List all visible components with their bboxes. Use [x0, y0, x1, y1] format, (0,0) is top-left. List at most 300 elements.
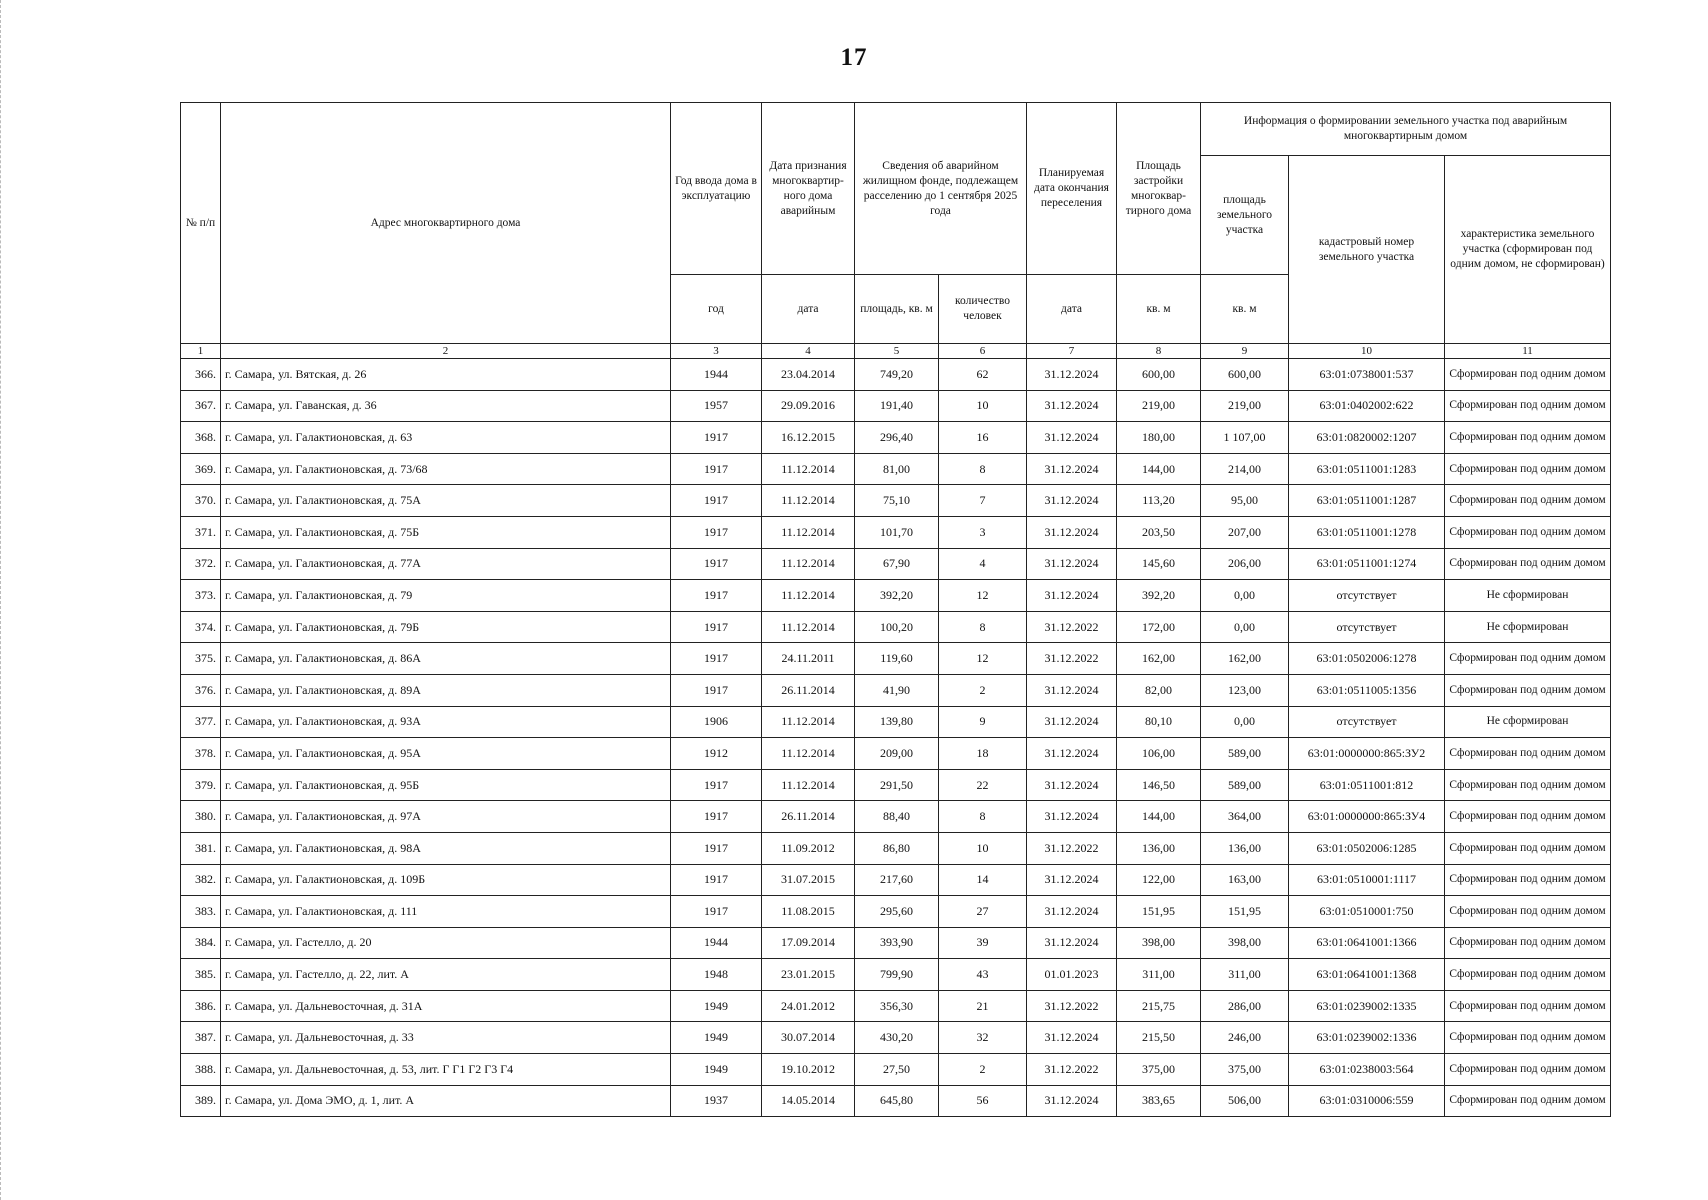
cell-planned-date: 31.12.2024	[1027, 548, 1117, 580]
cell-address: г. Самара, ул. Галактионовская, д. 109Б	[221, 864, 671, 896]
cell-year-built: 1917	[671, 611, 762, 643]
cell-cadastral-number: 63:01:0511001:1287	[1289, 485, 1445, 517]
cell-planned-date: 31.12.2022	[1027, 1054, 1117, 1086]
cell-row-number: 389.	[181, 1085, 221, 1117]
cell-cadastral-number: 63:01:0502006:1285	[1289, 832, 1445, 864]
cell-fund-area: 217,60	[855, 864, 939, 896]
cell-row-number: 368.	[181, 422, 221, 454]
cell-recognition-date: 11.12.2014	[762, 769, 855, 801]
unit-area: площадь, кв. м	[855, 275, 939, 344]
cell-year-built: 1917	[671, 801, 762, 833]
cell-planned-date: 31.12.2022	[1027, 611, 1117, 643]
cell-land-area: 0,00	[1201, 706, 1289, 738]
table-row	[181, 896, 1611, 928]
page-number: 17	[840, 44, 868, 71]
cell-built-area: 136,00	[1117, 832, 1201, 864]
cell-residents-count: 2	[939, 1054, 1027, 1086]
cell-land-characteristic: Сформирован под одним домом	[1445, 990, 1611, 1022]
cell-address: г. Самара, ул. Галактионовская, д. 97А	[221, 801, 671, 833]
cell-land-characteristic: Сформирован под одним домом	[1445, 674, 1611, 706]
cell-planned-date: 31.12.2024	[1027, 453, 1117, 485]
cell-address: г. Самара, ул. Галактионовская, д. 75Б	[221, 516, 671, 548]
cell-row-number: 373.	[181, 580, 221, 612]
cell-fund-area: 430,20	[855, 1022, 939, 1054]
cell-row-number: 381.	[181, 832, 221, 864]
cell-cadastral-number: 63:01:0511001:1278	[1289, 516, 1445, 548]
cell-built-area: 172,00	[1117, 611, 1201, 643]
column-numbers-row	[181, 344, 1611, 359]
cell-recognition-date: 26.11.2014	[762, 674, 855, 706]
header-recognition-date: Дата признания многоквартир-ного дома аварийным	[762, 103, 855, 275]
cell-recognition-date: 26.11.2014	[762, 801, 855, 833]
cell-address: г. Самара, ул. Галактионовская, д. 75А	[221, 485, 671, 517]
cell-cadastral-number: 63:01:0641001:1368	[1289, 959, 1445, 991]
cell-row-number: 376.	[181, 674, 221, 706]
header-land-area: площадь земельного участка	[1201, 156, 1289, 275]
table-row	[181, 801, 1611, 833]
table-row	[181, 359, 1611, 391]
cell-land-characteristic: Не сформирован	[1445, 580, 1611, 612]
cell-residents-count: 8	[939, 611, 1027, 643]
header-characteristic: характеристика земельного участка (сформирован под одним домом, не сформирован)	[1445, 156, 1611, 344]
column-number: 5	[855, 344, 939, 359]
cell-residents-count: 14	[939, 864, 1027, 896]
cell-fund-area: 81,00	[855, 453, 939, 485]
scan-edge-line	[0, 0, 2, 1200]
cell-row-number: 388.	[181, 1054, 221, 1086]
cell-built-area: 180,00	[1117, 422, 1201, 454]
cell-year-built: 1917	[671, 580, 762, 612]
cell-fund-area: 799,90	[855, 959, 939, 991]
cell-built-area: 398,00	[1117, 927, 1201, 959]
cell-cadastral-number: 63:01:0511001:1274	[1289, 548, 1445, 580]
cell-land-area: 506,00	[1201, 1085, 1289, 1117]
cell-year-built: 1944	[671, 927, 762, 959]
cell-planned-date: 31.12.2024	[1027, 516, 1117, 548]
cell-address: г. Самара, ул. Галактионовская, д. 95Б	[221, 769, 671, 801]
table-row	[181, 1085, 1611, 1117]
cell-fund-area: 356,30	[855, 990, 939, 1022]
cell-land-area: 364,00	[1201, 801, 1289, 833]
cell-fund-area: 393,90	[855, 927, 939, 959]
cell-planned-date: 31.12.2024	[1027, 864, 1117, 896]
cell-fund-area: 645,80	[855, 1085, 939, 1117]
cell-land-area: 286,00	[1201, 990, 1289, 1022]
cell-year-built: 1906	[671, 706, 762, 738]
cell-land-area: 123,00	[1201, 674, 1289, 706]
cell-residents-count: 62	[939, 359, 1027, 391]
cell-address: г. Самара, ул. Галактионовская, д. 77А	[221, 548, 671, 580]
cell-land-area: 206,00	[1201, 548, 1289, 580]
cell-land-area: 0,00	[1201, 580, 1289, 612]
cell-land-area: 207,00	[1201, 516, 1289, 548]
cell-row-number: 383.	[181, 896, 221, 928]
cell-recognition-date: 11.12.2014	[762, 453, 855, 485]
cell-cadastral-number: 63:01:0239002:1335	[1289, 990, 1445, 1022]
table-row	[181, 611, 1611, 643]
cell-planned-date: 31.12.2024	[1027, 485, 1117, 517]
table-row	[181, 706, 1611, 738]
header-num: № п/п	[181, 103, 221, 344]
cell-cadastral-number: 63:01:0238003:564	[1289, 1054, 1445, 1086]
unit-year: год	[671, 275, 762, 344]
cell-planned-date: 31.12.2024	[1027, 706, 1117, 738]
cell-recognition-date: 23.01.2015	[762, 959, 855, 991]
cell-built-area: 106,00	[1117, 738, 1201, 770]
cell-cadastral-number: 63:01:0510001:1117	[1289, 864, 1445, 896]
cell-residents-count: 8	[939, 453, 1027, 485]
cell-residents-count: 18	[939, 738, 1027, 770]
cell-recognition-date: 11.08.2015	[762, 896, 855, 928]
column-number: 6	[939, 344, 1027, 359]
cell-row-number: 385.	[181, 959, 221, 991]
cell-residents-count: 2	[939, 674, 1027, 706]
cell-fund-area: 392,20	[855, 580, 939, 612]
cell-address: г. Самара, ул. Галактионовская, д. 111	[221, 896, 671, 928]
cell-residents-count: 8	[939, 801, 1027, 833]
column-number: 7	[1027, 344, 1117, 359]
cell-recognition-date: 14.05.2014	[762, 1085, 855, 1117]
cell-address: г. Самара, ул. Галактионовская, д. 79	[221, 580, 671, 612]
header-land-info: Информация о формировании земельного участка под аварийным многоквартирным домом	[1201, 103, 1611, 156]
cell-planned-date: 31.12.2024	[1027, 1085, 1117, 1117]
cell-recognition-date: 11.12.2014	[762, 611, 855, 643]
column-number: 1	[181, 344, 221, 359]
cell-land-area: 0,00	[1201, 611, 1289, 643]
cell-year-built: 1917	[671, 548, 762, 580]
cell-built-area: 203,50	[1117, 516, 1201, 548]
cell-cadastral-number: 63:01:0502006:1278	[1289, 643, 1445, 675]
cell-residents-count: 9	[939, 706, 1027, 738]
cell-address: г. Самара, ул. Гастелло, д. 20	[221, 927, 671, 959]
cell-recognition-date: 24.11.2011	[762, 643, 855, 675]
cell-land-characteristic: Сформирован под одним домом	[1445, 643, 1611, 675]
cell-row-number: 370.	[181, 485, 221, 517]
cell-row-number: 380.	[181, 801, 221, 833]
cell-year-built: 1917	[671, 896, 762, 928]
cell-land-area: 600,00	[1201, 359, 1289, 391]
cell-fund-area: 191,40	[855, 390, 939, 422]
cell-cadastral-number: отсутствует	[1289, 580, 1445, 612]
cell-row-number: 377.	[181, 706, 221, 738]
table-row	[181, 674, 1611, 706]
cell-land-characteristic: Сформирован под одним домом	[1445, 548, 1611, 580]
cell-land-area: 163,00	[1201, 864, 1289, 896]
cell-cadastral-number: 63:01:0239002:1336	[1289, 1022, 1445, 1054]
cell-residents-count: 43	[939, 959, 1027, 991]
cell-residents-count: 32	[939, 1022, 1027, 1054]
cell-address: г. Самара, ул. Дома ЭМО, д. 1, лит. А	[221, 1085, 671, 1117]
cell-fund-area: 101,70	[855, 516, 939, 548]
table-row	[181, 516, 1611, 548]
cell-year-built: 1917	[671, 643, 762, 675]
cell-residents-count: 10	[939, 832, 1027, 864]
cell-fund-area: 295,60	[855, 896, 939, 928]
cell-built-area: 375,00	[1117, 1054, 1201, 1086]
cell-address: г. Самара, ул. Вятская, д. 26	[221, 359, 671, 391]
unit-people: количество человек	[939, 275, 1027, 344]
cell-address: г. Самара, ул. Гастелло, д. 22, лит. А	[221, 959, 671, 991]
cell-built-area: 113,20	[1117, 485, 1201, 517]
cell-address: г. Самара, ул. Галактионовская, д. 89А	[221, 674, 671, 706]
cell-year-built: 1917	[671, 674, 762, 706]
cell-fund-area: 749,20	[855, 359, 939, 391]
cell-recognition-date: 24.01.2012	[762, 990, 855, 1022]
cell-address: г. Самара, ул. Галактионовская, д. 98А	[221, 832, 671, 864]
cell-cadastral-number: 63:01:0000000:865:ЗУ2	[1289, 738, 1445, 770]
cell-planned-date: 31.12.2024	[1027, 738, 1117, 770]
cell-land-characteristic: Сформирован под одним домом	[1445, 453, 1611, 485]
cell-planned-date: 31.12.2024	[1027, 580, 1117, 612]
cell-land-characteristic: Сформирован под одним домом	[1445, 485, 1611, 517]
cell-cadastral-number: 63:01:0511005:1356	[1289, 674, 1445, 706]
cell-year-built: 1948	[671, 959, 762, 991]
cell-planned-date: 31.12.2022	[1027, 643, 1117, 675]
cell-fund-area: 86,80	[855, 832, 939, 864]
unit-planned-date: дата	[1027, 275, 1117, 344]
cell-row-number: 369.	[181, 453, 221, 485]
cell-recognition-date: 11.12.2014	[762, 706, 855, 738]
cell-residents-count: 39	[939, 927, 1027, 959]
cell-year-built: 1949	[671, 1022, 762, 1054]
cell-land-characteristic: Сформирован под одним домом	[1445, 738, 1611, 770]
cell-year-built: 1949	[671, 990, 762, 1022]
cell-planned-date: 31.12.2024	[1027, 896, 1117, 928]
cell-row-number: 367.	[181, 390, 221, 422]
column-number: 4	[762, 344, 855, 359]
unit-land-sqm: кв. м	[1201, 275, 1289, 344]
cell-cadastral-number: 63:01:0310006:559	[1289, 1085, 1445, 1117]
cell-fund-area: 296,40	[855, 422, 939, 454]
cell-cadastral-number: 63:01:0402002:622	[1289, 390, 1445, 422]
column-number: 9	[1201, 344, 1289, 359]
cell-built-area: 144,00	[1117, 453, 1201, 485]
header-fund-info: Сведения об аварийном жилищном фонде, подлежащем расселению до 1 сентября 2025 года	[855, 103, 1027, 275]
cell-year-built: 1917	[671, 769, 762, 801]
cell-cadastral-number: 63:01:0738001:537	[1289, 359, 1445, 391]
cell-land-characteristic: Сформирован под одним домом	[1445, 769, 1611, 801]
cell-residents-count: 4	[939, 548, 1027, 580]
cell-built-area: 215,50	[1117, 1022, 1201, 1054]
cell-residents-count: 27	[939, 896, 1027, 928]
cell-land-characteristic: Сформирован под одним домом	[1445, 359, 1611, 391]
cell-year-built: 1957	[671, 390, 762, 422]
cell-built-area: 215,75	[1117, 990, 1201, 1022]
cell-recognition-date: 11.12.2014	[762, 548, 855, 580]
cell-residents-count: 7	[939, 485, 1027, 517]
cell-fund-area: 75,10	[855, 485, 939, 517]
cell-land-area: 375,00	[1201, 1054, 1289, 1086]
cell-land-area: 219,00	[1201, 390, 1289, 422]
cell-recognition-date: 29.09.2016	[762, 390, 855, 422]
cell-address: г. Самара, ул. Дальневосточная, д. 53, лит. Г Г1 Г2 Г3 Г4	[221, 1054, 671, 1086]
cell-built-area: 219,00	[1117, 390, 1201, 422]
cell-built-area: 144,00	[1117, 801, 1201, 833]
cell-land-area: 246,00	[1201, 1022, 1289, 1054]
cell-planned-date: 31.12.2024	[1027, 674, 1117, 706]
cell-land-area: 151,95	[1201, 896, 1289, 928]
cell-land-area: 589,00	[1201, 738, 1289, 770]
table-row	[181, 643, 1611, 675]
cell-cadastral-number: 63:01:0820002:1207	[1289, 422, 1445, 454]
cell-fund-area: 291,50	[855, 769, 939, 801]
cell-address: г. Самара, ул. Галактионовская, д. 63	[221, 422, 671, 454]
cell-recognition-date: 30.07.2014	[762, 1022, 855, 1054]
cell-fund-area: 209,00	[855, 738, 939, 770]
cell-land-characteristic: Сформирован под одним домом	[1445, 896, 1611, 928]
cell-cadastral-number: 63:01:0641001:1366	[1289, 927, 1445, 959]
cell-row-number: 386.	[181, 990, 221, 1022]
cell-residents-count: 12	[939, 643, 1027, 675]
cell-recognition-date: 11.09.2012	[762, 832, 855, 864]
cell-row-number: 387.	[181, 1022, 221, 1054]
cell-cadastral-number: 63:01:0511001:1283	[1289, 453, 1445, 485]
cell-built-area: 145,60	[1117, 548, 1201, 580]
cell-recognition-date: 11.12.2014	[762, 738, 855, 770]
cell-fund-area: 27,50	[855, 1054, 939, 1086]
cell-land-area: 95,00	[1201, 485, 1289, 517]
cell-built-area: 82,00	[1117, 674, 1201, 706]
table-row	[181, 959, 1611, 991]
cell-residents-count: 21	[939, 990, 1027, 1022]
table-body	[181, 359, 1611, 1117]
cell-row-number: 375.	[181, 643, 221, 675]
cell-built-area: 151,95	[1117, 896, 1201, 928]
cell-residents-count: 16	[939, 422, 1027, 454]
column-number: 11	[1445, 344, 1611, 359]
cell-year-built: 1917	[671, 832, 762, 864]
cell-fund-area: 100,20	[855, 611, 939, 643]
cell-land-area: 311,00	[1201, 959, 1289, 991]
cell-land-area: 589,00	[1201, 769, 1289, 801]
cell-recognition-date: 11.12.2014	[762, 516, 855, 548]
cell-land-area: 398,00	[1201, 927, 1289, 959]
cell-built-area: 600,00	[1117, 359, 1201, 391]
cell-recognition-date: 31.07.2015	[762, 864, 855, 896]
table-row	[181, 832, 1611, 864]
cell-year-built: 1917	[671, 422, 762, 454]
cell-land-characteristic: Сформирован под одним домом	[1445, 801, 1611, 833]
table-row	[181, 548, 1611, 580]
cell-land-characteristic: Сформирован под одним домом	[1445, 1085, 1611, 1117]
cell-row-number: 371.	[181, 516, 221, 548]
cell-recognition-date: 19.10.2012	[762, 1054, 855, 1086]
cell-fund-area: 41,90	[855, 674, 939, 706]
header-cadastral: кадастровый номер земельного участка	[1289, 156, 1445, 344]
table-row	[181, 390, 1611, 422]
cell-address: г. Самара, ул. Галактионовская, д. 95А	[221, 738, 671, 770]
cell-address: г. Самара, ул. Гаванская, д. 36	[221, 390, 671, 422]
cell-recognition-date: 11.12.2014	[762, 485, 855, 517]
cell-land-characteristic: Сформирован под одним домом	[1445, 1022, 1611, 1054]
cell-recognition-date: 16.12.2015	[762, 422, 855, 454]
cell-row-number: 378.	[181, 738, 221, 770]
cell-land-area: 136,00	[1201, 832, 1289, 864]
cell-row-number: 379.	[181, 769, 221, 801]
cell-address: г. Самара, ул. Дальневосточная, д. 31А	[221, 990, 671, 1022]
cell-residents-count: 56	[939, 1085, 1027, 1117]
cell-address: г. Самара, ул. Галактионовская, д. 93А	[221, 706, 671, 738]
header-planned-date: Планируемая дата окончания переселения	[1027, 103, 1117, 275]
column-number: 3	[671, 344, 762, 359]
cell-land-characteristic: Сформирован под одним домом	[1445, 1054, 1611, 1086]
cell-year-built: 1949	[671, 1054, 762, 1086]
cell-land-characteristic: Сформирован под одним домом	[1445, 832, 1611, 864]
cell-year-built: 1917	[671, 864, 762, 896]
column-number: 2	[221, 344, 671, 359]
cell-planned-date: 01.01.2023	[1027, 959, 1117, 991]
cell-planned-date: 31.12.2024	[1027, 422, 1117, 454]
header-year: Год ввода дома в эксплуатацию	[671, 103, 762, 275]
cell-built-area: 80,10	[1117, 706, 1201, 738]
cell-fund-area: 119,60	[855, 643, 939, 675]
cell-planned-date: 31.12.2022	[1027, 832, 1117, 864]
cell-address: г. Самара, ул. Галактионовская, д. 86А	[221, 643, 671, 675]
cell-fund-area: 67,90	[855, 548, 939, 580]
cell-land-characteristic: Сформирован под одним домом	[1445, 959, 1611, 991]
cell-land-characteristic: Не сформирован	[1445, 706, 1611, 738]
cell-cadastral-number: 63:01:0510001:750	[1289, 896, 1445, 928]
cell-cadastral-number: 63:01:0000000:865:ЗУ4	[1289, 801, 1445, 833]
cell-row-number: 366.	[181, 359, 221, 391]
cell-planned-date: 31.12.2024	[1027, 801, 1117, 833]
table-row	[181, 738, 1611, 770]
cell-built-area: 122,00	[1117, 864, 1201, 896]
cell-residents-count: 22	[939, 769, 1027, 801]
cell-planned-date: 31.12.2024	[1027, 359, 1117, 391]
table-row	[181, 580, 1611, 612]
emergency-housing-table	[180, 102, 1611, 1117]
cell-fund-area: 139,80	[855, 706, 939, 738]
cell-land-characteristic: Сформирован под одним домом	[1445, 864, 1611, 896]
column-number: 8	[1117, 344, 1201, 359]
cell-year-built: 1917	[671, 453, 762, 485]
table-row	[181, 453, 1611, 485]
cell-recognition-date: 17.09.2014	[762, 927, 855, 959]
cell-planned-date: 31.12.2024	[1027, 769, 1117, 801]
table-row	[181, 485, 1611, 517]
table-header	[181, 103, 1611, 359]
cell-built-area: 146,50	[1117, 769, 1201, 801]
cell-cadastral-number: отсутствует	[1289, 611, 1445, 643]
cell-residents-count: 3	[939, 516, 1027, 548]
cell-land-area: 214,00	[1201, 453, 1289, 485]
cell-row-number: 374.	[181, 611, 221, 643]
header-built-area: Площадь застройки многоквар-тирного дома	[1117, 103, 1201, 275]
cell-year-built: 1917	[671, 516, 762, 548]
cell-built-area: 162,00	[1117, 643, 1201, 675]
cell-built-area: 383,65	[1117, 1085, 1201, 1117]
cell-planned-date: 31.12.2024	[1027, 390, 1117, 422]
cell-recognition-date: 11.12.2014	[762, 580, 855, 612]
cell-residents-count: 12	[939, 580, 1027, 612]
cell-land-characteristic: Сформирован под одним домом	[1445, 390, 1611, 422]
cell-fund-area: 88,40	[855, 801, 939, 833]
cell-residents-count: 10	[939, 390, 1027, 422]
column-number: 10	[1289, 344, 1445, 359]
cell-planned-date: 31.12.2022	[1027, 990, 1117, 1022]
table-row	[181, 1022, 1611, 1054]
cell-address: г. Самара, ул. Дальневосточная, д. 33	[221, 1022, 671, 1054]
unit-date: дата	[762, 275, 855, 344]
header-address: Адрес многоквартирного дома	[221, 103, 671, 344]
table-row	[181, 1054, 1611, 1086]
table-row	[181, 927, 1611, 959]
cell-planned-date: 31.12.2024	[1027, 927, 1117, 959]
cell-row-number: 384.	[181, 927, 221, 959]
cell-year-built: 1937	[671, 1085, 762, 1117]
unit-built-sqm: кв. м	[1117, 275, 1201, 344]
